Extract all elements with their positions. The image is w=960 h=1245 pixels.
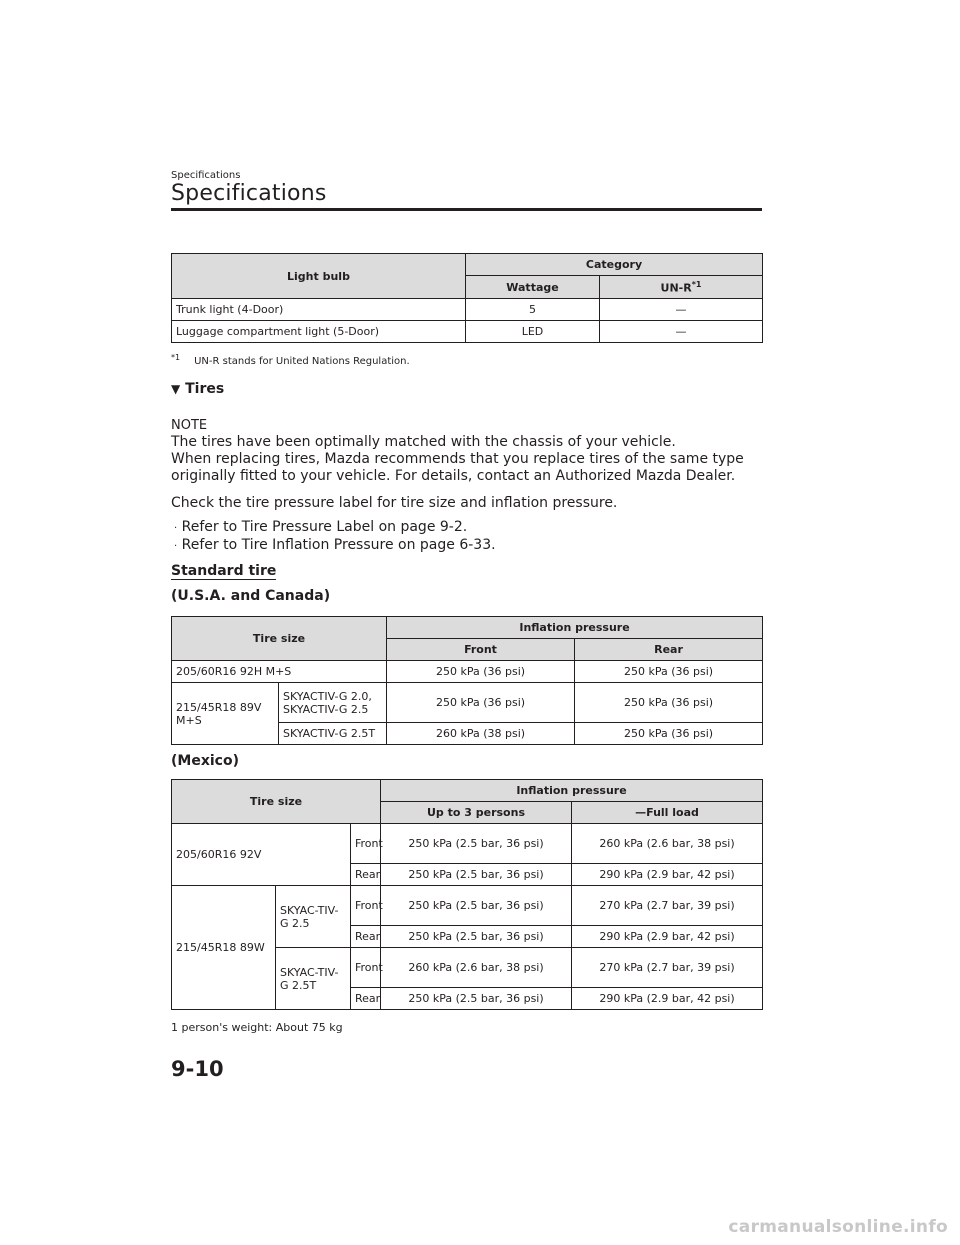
col-up-to-3: Up to 3 persons (381, 802, 572, 824)
triangle-down-icon: ▼ (171, 382, 181, 396)
up3-pressure: 250 kPa (2.5 bar, 36 psi) (381, 886, 572, 926)
col-wattage: Wattage (466, 276, 600, 299)
table-row (172, 299, 763, 321)
tire-size: 205/60R16 92V (172, 824, 351, 886)
full-pressure: 290 kPa (2.9 bar, 42 psi) (572, 988, 763, 1010)
usa-heading: (U.S.A. and Canada) (171, 588, 331, 604)
usa-tire-table (171, 616, 763, 745)
col-inflation: Inflation pressure (381, 780, 763, 802)
axle-label: Rear (351, 988, 381, 1010)
tire-size: 215/45R18 89V M+S (172, 683, 279, 745)
col-tire-size: Tire size (172, 617, 387, 661)
mexico-tire-table (171, 779, 763, 1010)
table-row (172, 824, 763, 864)
section-title: Specifications (171, 181, 327, 206)
col-tire-size: Tire size (172, 780, 381, 824)
watermark-link[interactable]: carmanualsonline.info (728, 1217, 948, 1237)
bullet-item: · Refer to Tire Inflation Pressure on page 6-33. (174, 537, 496, 553)
table-row (172, 886, 763, 926)
tire-size: 205/60R16 92H M+S (172, 661, 387, 683)
engine: SKYAC-TIV-G 2.5 (276, 886, 351, 948)
front-pressure: 260 kPa (38 psi) (387, 723, 575, 745)
front-pressure: 250 kPa (36 psi) (387, 661, 575, 683)
full-pressure: 270 kPa (2.7 bar, 39 psi) (572, 948, 763, 988)
note-label: NOTE (171, 418, 208, 433)
table-row (172, 661, 763, 683)
full-pressure: 290 kPa (2.9 bar, 42 psi) (572, 864, 763, 886)
bulb-name: Luggage compartment light (5-Door) (172, 321, 466, 343)
tire-size: 215/45R18 89W (172, 886, 276, 1010)
col-category: Category (466, 254, 763, 276)
rear-pressure: 250 kPa (36 psi) (575, 723, 763, 745)
bulb-unr: — (600, 321, 763, 343)
col-full-load: —Full load (572, 802, 763, 824)
table-row (172, 683, 763, 723)
rear-pressure: 250 kPa (36 psi) (575, 683, 763, 723)
check-text: Check the tire pressure label for tire size and inflation pressure. (171, 495, 618, 511)
mexico-heading: (Mexico) (171, 753, 239, 769)
bullet-item: · Refer to Tire Pressure Label on page 9-2. (174, 519, 468, 535)
col-front: Front (387, 639, 575, 661)
bulb-wattage: 5 (466, 299, 600, 321)
front-pressure: 250 kPa (36 psi) (387, 683, 575, 723)
col-light-bulb: Light bulb (172, 254, 466, 299)
col-rear: Rear (575, 639, 763, 661)
rear-pressure: 250 kPa (36 psi) (575, 661, 763, 683)
up3-pressure: 250 kPa (2.5 bar, 36 psi) (381, 824, 572, 864)
bulb-wattage: LED (466, 321, 600, 343)
bulb-unr: — (600, 299, 763, 321)
bulb-table (171, 253, 763, 343)
up3-pressure: 250 kPa (2.5 bar, 36 psi) (381, 864, 572, 886)
full-pressure: 290 kPa (2.9 bar, 42 psi) (572, 926, 763, 948)
full-pressure: 270 kPa (2.7 bar, 39 psi) (572, 886, 763, 926)
col-unr: $UN-R^{*1}$ (600, 276, 763, 299)
axle-label: Front (351, 948, 381, 988)
up3-pressure: 250 kPa (2.5 bar, 36 psi) (381, 926, 572, 948)
bulb-name: Trunk light (4-Door) (172, 299, 466, 321)
page-number: 9-10 (171, 1057, 224, 1081)
axle-label: Rear (351, 864, 381, 886)
tires-heading: ▼ Tires (171, 381, 225, 397)
axle-label: Rear (351, 926, 381, 948)
up3-pressure: 260 kPa (2.6 bar, 38 psi) (381, 948, 572, 988)
note-text: The tires have been optimally matched with the chassis of your vehicle. When replacing tires, Mazda recommends that you replace tires of the same type originally fitted to your vehicle. For details, contact an Authorized Mazda Dealer. (171, 434, 744, 484)
axle-label: Front (351, 886, 381, 926)
standard-tire-heading: Standard tire (171, 563, 277, 579)
engine: SKYACTIV-G 2.0, SKYACTIV-G 2.5 (279, 683, 387, 723)
weight-note: 1 person's weight: About 75 kg (171, 1021, 343, 1034)
axle-label: Front (351, 824, 381, 864)
header-rule (171, 208, 762, 211)
bulb-footnote: $^{*1}$ UN-R stands for United Nations Regulation. (171, 353, 410, 368)
full-pressure: 260 kPa (2.6 bar, 38 psi) (572, 824, 763, 864)
section-label-small: Specifications (171, 170, 241, 181)
table-row (172, 321, 763, 343)
engine: SKYACTIV-G 2.5T (279, 723, 387, 745)
engine: SKYAC-TIV-G 2.5T (276, 948, 351, 1010)
col-inflation: Inflation pressure (387, 617, 763, 639)
up3-pressure: 250 kPa (2.5 bar, 36 psi) (381, 988, 572, 1010)
